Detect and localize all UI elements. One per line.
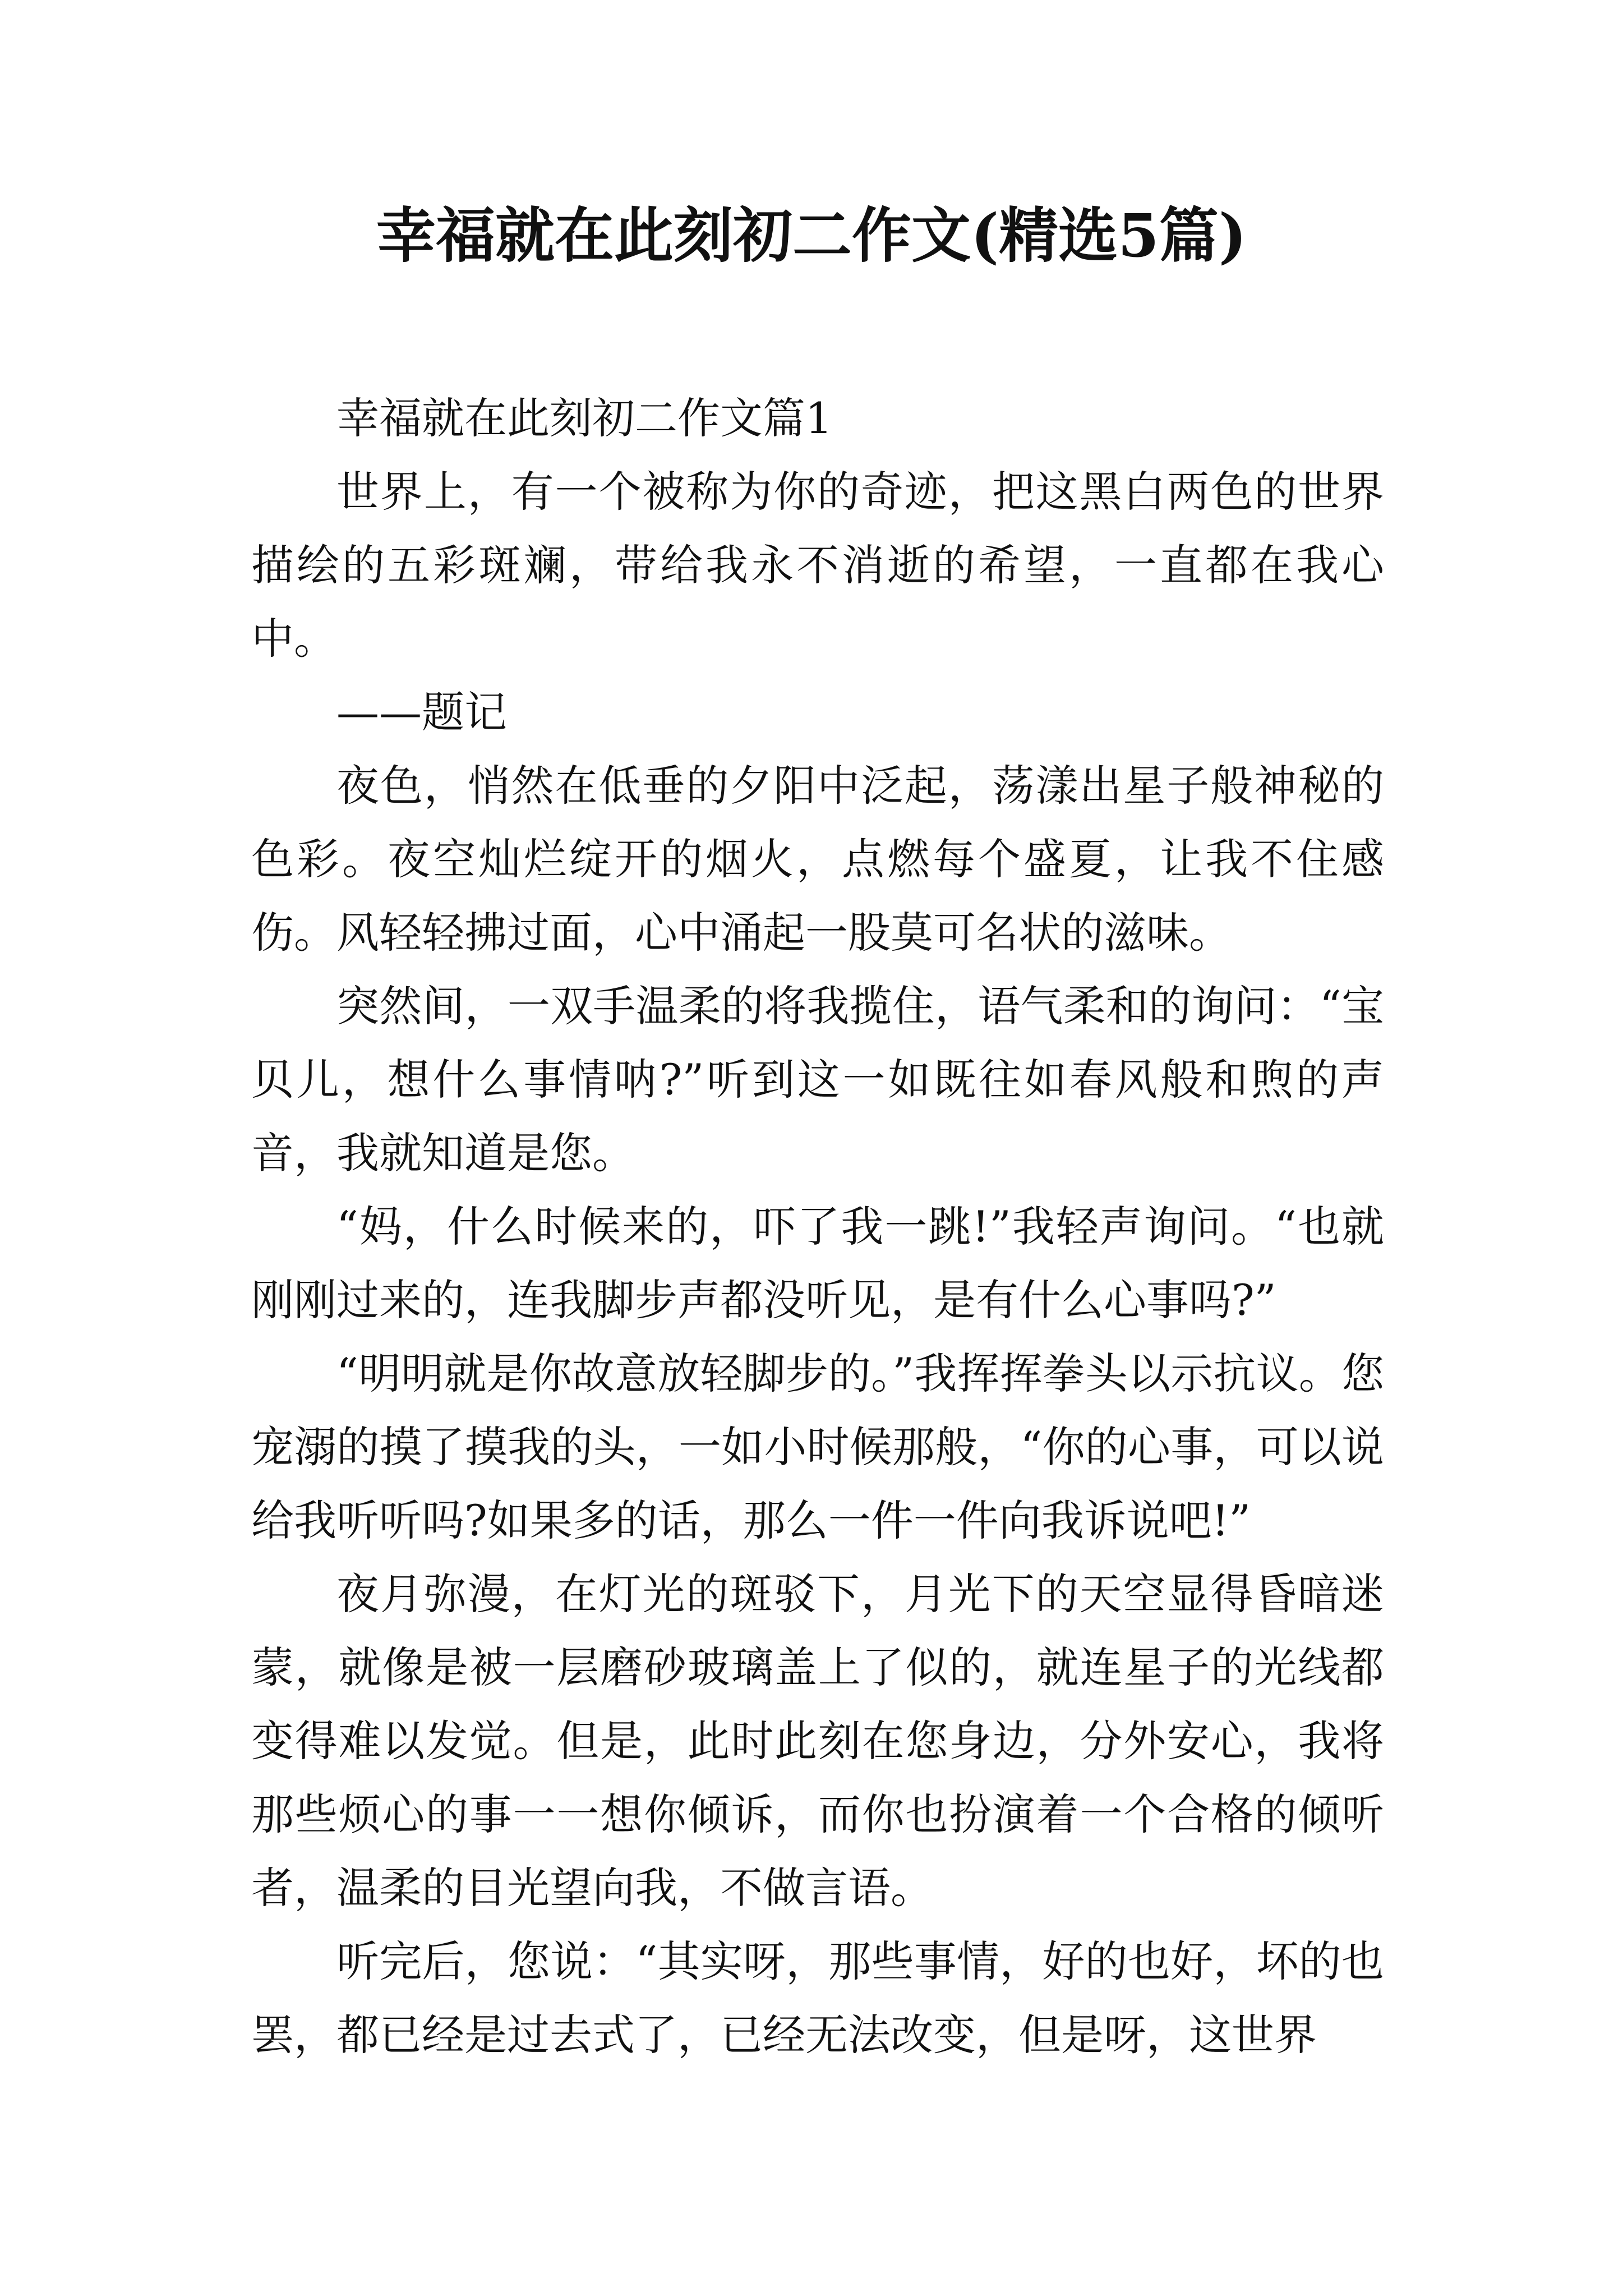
paragraph: “妈，什么时候来的，吓了我一跳!”我轻声询问。“也就刚刚过来的，连我脚步声都没听见，是有什么心事吗?” xyxy=(251,1202,1384,1325)
document-title: 幸福就在此刻初二作文(精选5篇) xyxy=(376,200,1247,270)
paragraph: “明明就是你故意放轻脚步的。”我挥挥拳头以示抗议。您宠溺的摸了摸我的头，一如小时候那般，“你的心事，可以说给我听听吗?如果多的话，那么一件一件向我诉说吧!” xyxy=(251,1349,1384,1545)
paragraph: 夜月弥漫，在灯光的斑驳下，月光下的天空显得昏暗迷蒙，就像是被一层磨砂玻璃盖上了似的，就连星子的光线都变得难以发觉。但是，此时此刻在您身边，分外安心，我将那些烦心的事一一想你倾诉，而你也扮演着一个合格的倾听者，温柔的目光望向我，不做言语。 xyxy=(251,1569,1384,1913)
paragraph: 世界上，有一个被称为你的奇迹，把这黑白两色的世界描绘的五彩斑斓，带给我永不消逝的希望，一直都在我心中。 xyxy=(251,467,1384,664)
paragraph: 听完后，您说：“其实呀，那些事情，好的也好，坏的也罢，都已经是过去式了，已经无法改变，但是呀，这世界 xyxy=(251,1936,1384,2060)
paragraph: 突然间，一双手温柔的将我揽住，语气柔和的询问：“宝贝儿，想什么事情呐?”听到这一如既往如春风般和煦的声音，我就知道是您。 xyxy=(251,981,1384,1178)
paragraph: ——题记 xyxy=(336,687,507,737)
paragraph: 夜色，悄然在低垂的夕阳中泛起，荡漾出星子般神秘的色彩。夜空灿烂绽开的烟火，点燃每个盛夏，让我不住感伤。风轻轻拂过面，心中涌起一股莫可名状的滋味。 xyxy=(251,761,1384,958)
document-body xyxy=(251,381,1384,2072)
section-heading: 幸福就在此刻初二作文篇1 xyxy=(336,393,833,443)
